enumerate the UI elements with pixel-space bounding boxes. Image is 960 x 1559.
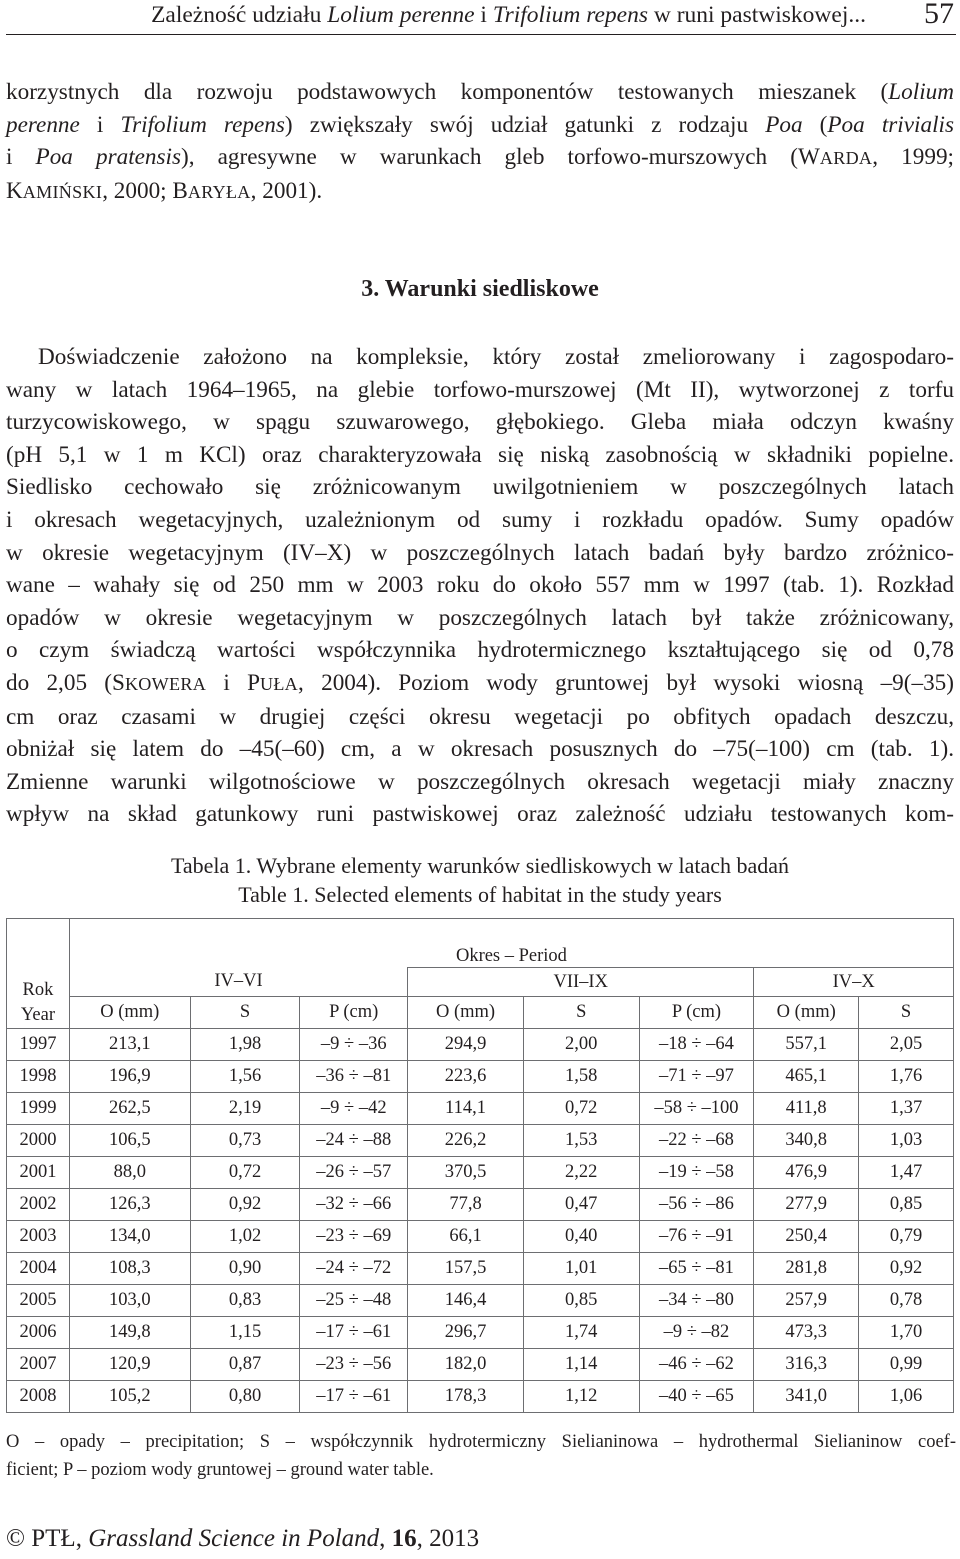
table-cell: –26 ÷ –57 <box>300 1157 408 1189</box>
table-cell: 476,9 <box>754 1157 859 1189</box>
table-row <box>7 1349 954 1381</box>
table-cell: 2,19 <box>190 1093 300 1125</box>
author-initial: K <box>6 177 23 204</box>
table-cell: 1,74 <box>523 1317 639 1349</box>
running-title-text: w runi pastwiskowej... <box>647 2 866 28</box>
table-cell: 146,4 <box>408 1285 524 1317</box>
species-name: Poa trivialis <box>827 111 954 138</box>
table-cell: –65 ÷ –81 <box>639 1253 754 1285</box>
text-run: , 2004). Poziom wody gruntowej był wysoki wiosną –9(–35) <box>298 669 954 696</box>
table-cell: 105,2 <box>69 1381 190 1413</box>
table-cell: –22 ÷ –68 <box>639 1125 754 1157</box>
table-cell: –34 ÷ –80 <box>639 1285 754 1317</box>
table-cell: –17 ÷ –61 <box>300 1381 408 1413</box>
table-cell: –40 ÷ –65 <box>639 1381 754 1413</box>
table-cell: 411,8 <box>754 1093 859 1125</box>
table-cell: 0,40 <box>523 1221 639 1253</box>
table-cell: 1,58 <box>523 1061 639 1093</box>
table-cell: 1,14 <box>523 1349 639 1381</box>
table-cell: –24 ÷ –88 <box>300 1125 408 1157</box>
table-cell: 281,8 <box>754 1253 859 1285</box>
period-header: IV–X <box>754 968 954 997</box>
text-run: i <box>79 111 121 138</box>
table-cell: 1,56 <box>190 1061 300 1093</box>
table-cell: 557,1 <box>754 1029 859 1061</box>
text-line: wane – wahały się od 250 mm w 2003 roku do około 557 mm w 1997 (tab. 1). Rozkład <box>6 572 954 599</box>
table-cell: –25 ÷ –48 <box>300 1285 408 1317</box>
species-name: Poa pratensis <box>35 144 182 171</box>
species-name: Lolium <box>888 79 954 105</box>
running-header <box>6 0 956 35</box>
table-cell: –76 ÷ –91 <box>639 1221 754 1253</box>
text-run: korzystnych dla rozwoju podstawowych komponentów testowanych mieszanek ( <box>6 79 889 105</box>
text-line <box>6 76 954 109</box>
paragraph-habitat <box>6 341 954 831</box>
text-line: turzycowiskowego, w spągu szuwarowego, głębokiego. Gleba miała odczyn kwaśny <box>6 409 954 436</box>
table-cell: 341,0 <box>754 1381 859 1413</box>
text-line: wany w latach 1964–1965, na glebie torfowo-murszowej (Mt II), wytworzonej z torfu <box>6 376 954 403</box>
table-cell: 134,0 <box>69 1221 190 1253</box>
author-smallcaps: AMIŃSKI <box>22 181 103 202</box>
table-cell: 0,85 <box>859 1189 954 1221</box>
journal-volume: 16 <box>391 1525 417 1552</box>
table-cell: 182,0 <box>408 1349 524 1381</box>
text-line: w okresie wegetacyjnym (IV–X) w poszczególnych latach badań były bardzo zróżnico- <box>6 539 954 566</box>
table-cell: 1,53 <box>523 1125 639 1157</box>
table-cell: 0,83 <box>190 1285 300 1317</box>
table-cell: –19 ÷ –58 <box>639 1157 754 1189</box>
year-label: Year <box>20 1005 55 1025</box>
table-cell: 226,2 <box>408 1125 524 1157</box>
period-header: VII–IX <box>408 968 754 997</box>
table-cell: –46 ÷ –62 <box>639 1349 754 1381</box>
text-line: wpływ na skład gatunkowy runi pastwiskowej oraz zależność udziału testowanych kom- <box>6 801 954 828</box>
table-cell: 0,79 <box>859 1221 954 1253</box>
column-subheader: P (cm) <box>300 997 408 1029</box>
species-name: perenne <box>6 111 80 138</box>
table-cell: 2,05 <box>859 1029 954 1061</box>
table-cell: –58 ÷ –100 <box>639 1093 754 1125</box>
period-group-header: Okres – Period <box>69 919 953 968</box>
table-cell: 213,1 <box>69 1029 190 1061</box>
table-cell: 178,3 <box>408 1381 524 1413</box>
text-line <box>6 175 954 209</box>
table-cell: –18 ÷ –64 <box>639 1029 754 1061</box>
table-cell: 465,1 <box>754 1061 859 1093</box>
table-cell: 108,3 <box>69 1253 190 1285</box>
journal-year: , 2013 <box>416 1525 480 1552</box>
table-cell: 250,4 <box>754 1221 859 1253</box>
table-cell: 294,9 <box>408 1029 524 1061</box>
table-cell: 296,7 <box>408 1317 524 1349</box>
table-footnote <box>6 1428 956 1484</box>
year-column-header <box>7 919 70 1029</box>
text-line: obniżał się latem do –45(–60) cm, a w okresach posusznych do –75(–100) cm (tab. 1). <box>6 736 954 763</box>
table-cell: 0,92 <box>190 1189 300 1221</box>
text-run: , 1999; <box>872 144 955 171</box>
running-title-species-1: Lolium perenne <box>327 2 475 28</box>
table-row <box>7 1125 954 1157</box>
author-initial: P <box>247 669 260 696</box>
table-cell: –23 ÷ –56 <box>300 1349 408 1381</box>
table-cell: 473,3 <box>754 1317 859 1349</box>
table-cell: –9 ÷ –36 <box>300 1029 408 1061</box>
author-smallcaps: ARYŁA <box>187 181 251 202</box>
author-smallcaps: UŁA <box>259 673 299 694</box>
text-line: Zmienne warunki wilgotnościowe w poszczególnych okresach wegetacji miały znaczny <box>6 768 954 795</box>
table-cell: –71 ÷ –97 <box>639 1061 754 1093</box>
table-cell: 0,72 <box>190 1157 300 1189</box>
species-name: Trifolium repens <box>120 111 285 138</box>
footnote-line: O – opady – precipitation; S – współczynnik hydrotermiczny Sielianinowa – hydrothermal Sielianinow coef- <box>6 1432 956 1452</box>
table-cell: –23 ÷ –69 <box>300 1221 408 1253</box>
column-subheader: S <box>523 997 639 1029</box>
table-row <box>7 1317 954 1349</box>
text-run: ( <box>802 111 828 138</box>
table-cell: 1,47 <box>859 1157 954 1189</box>
table-cell: 66,1 <box>408 1221 524 1253</box>
period-header: IV–VI <box>69 968 407 997</box>
table-row <box>7 1285 954 1317</box>
column-subheader: O (mm) <box>754 997 859 1029</box>
text-line: Siedlisko cechowało się zróżnicowanym uwilgotnieniem w poszczególnych latach <box>6 474 954 501</box>
table-cell: 370,5 <box>408 1157 524 1189</box>
table-cell: 114,1 <box>408 1093 524 1125</box>
author-smallcaps: KOWERA <box>124 673 207 694</box>
table-cell: 0,87 <box>190 1349 300 1381</box>
table-caption-en: Table 1. Selected elements of habitat in the study years <box>238 882 722 907</box>
table-cell: 1,03 <box>859 1125 954 1157</box>
table-row <box>7 1221 954 1253</box>
table-cell: 262,5 <box>69 1093 190 1125</box>
table-cell: 196,9 <box>69 1061 190 1093</box>
table-cell: 1,37 <box>859 1093 954 1125</box>
paragraph-intro <box>6 76 954 208</box>
table-cell: 1,12 <box>523 1381 639 1413</box>
year-cell: 2002 <box>7 1189 70 1221</box>
genus-name: Poa <box>765 111 803 138</box>
section-heading: 3. Warunki siedliskowe <box>361 276 599 302</box>
table-cell: 126,3 <box>69 1189 190 1221</box>
column-subheader: S <box>190 997 300 1029</box>
column-subheader: O (mm) <box>69 997 190 1029</box>
text-run: ) zwiększały swój udział gatunki z rodzaju <box>284 111 766 138</box>
table-cell: 88,0 <box>69 1157 190 1189</box>
table-row <box>7 1093 954 1125</box>
text-run: do 2,05 ( <box>6 669 113 696</box>
table-cell: 1,15 <box>190 1317 300 1349</box>
year-cell: 2005 <box>7 1285 70 1317</box>
table-cell: 1,76 <box>859 1061 954 1093</box>
table-cell: –56 ÷ –86 <box>639 1189 754 1221</box>
table-cell: 1,98 <box>190 1029 300 1061</box>
table-cell: 1,01 <box>523 1253 639 1285</box>
table-cell: 340,8 <box>754 1125 859 1157</box>
year-cell: 2006 <box>7 1317 70 1349</box>
table-cell: 149,8 <box>69 1317 190 1349</box>
table-row <box>7 1381 954 1413</box>
text-run: , 2001). <box>250 177 323 204</box>
author-smallcaps: ARDA <box>819 148 873 169</box>
table-cell: –17 ÷ –61 <box>300 1317 408 1349</box>
table-cell: 0,47 <box>523 1189 639 1221</box>
year-cell: 2003 <box>7 1221 70 1253</box>
table-cell: 0,99 <box>859 1349 954 1381</box>
year-cell: 2000 <box>7 1125 70 1157</box>
text-line: (pH 5,1 w 1 m KCl) oraz charakteryzowała się niską zasobnością w składniki popielne. <box>6 441 954 468</box>
copyright-text: © PTŁ, <box>6 1525 89 1552</box>
table-caption-pl: Tabela 1. Wybrane elementy warunków siedliskowych w latach badań <box>170 853 790 878</box>
footnote-line: ficient; P – poziom wody gruntowej – ground water table. <box>6 1460 434 1480</box>
table-cell: 106,5 <box>69 1125 190 1157</box>
table-cell: –9 ÷ –82 <box>639 1317 754 1349</box>
running-title-text: Zależność udziału <box>151 2 328 28</box>
text-line: o czym świadczą wartości współczynnika hydrotermicznego kształtującego się od 0,78 <box>6 637 954 664</box>
text-run: ), agresywne w warunkach gleb torfowo-murszowych ( <box>181 144 798 171</box>
table-row <box>7 1189 954 1221</box>
rok-label: Rok <box>22 980 54 1000</box>
table-cell: 1,70 <box>859 1317 954 1349</box>
running-title-text: i <box>474 2 493 28</box>
table-row <box>7 1029 954 1061</box>
table-cell: 0,90 <box>190 1253 300 1285</box>
year-cell: 2004 <box>7 1253 70 1285</box>
table-cell: 120,9 <box>69 1349 190 1381</box>
text-line <box>6 667 954 701</box>
table-cell: 103,0 <box>69 1285 190 1317</box>
table-cell: –36 ÷ –81 <box>300 1061 408 1093</box>
year-cell: 2001 <box>7 1157 70 1189</box>
running-title <box>151 2 866 29</box>
text-line <box>6 109 954 142</box>
table-cell: 1,02 <box>190 1221 300 1253</box>
text-line <box>6 141 954 175</box>
table-row <box>7 1253 954 1285</box>
table-cell: 0,78 <box>859 1285 954 1317</box>
journal-name: Grassland Science in Poland <box>88 1525 380 1552</box>
year-cell: 1997 <box>7 1029 70 1061</box>
column-subheader: P (cm) <box>639 997 754 1029</box>
text-run: i <box>206 669 248 696</box>
column-subheader: S <box>859 997 954 1029</box>
year-cell: 2007 <box>7 1349 70 1381</box>
table-cell: 157,5 <box>408 1253 524 1285</box>
table-row <box>7 1157 954 1189</box>
text-line: i okresach wegetacyjnych, uzależnionym od sumy i rozkładu opadów. Sumy opadów <box>6 506 954 533</box>
table-cell: 2,00 <box>523 1029 639 1061</box>
column-subheader: O (mm) <box>408 997 524 1029</box>
table-cell: –9 ÷ –42 <box>300 1093 408 1125</box>
table-cell: 0,92 <box>859 1253 954 1285</box>
table-cell: 77,8 <box>408 1189 524 1221</box>
separator-text: , <box>379 1525 392 1552</box>
text-line: opadów w okresie wegetacyjnym w poszczególnych latach był także zróżnicowany, <box>6 604 954 631</box>
table-cell: 2,22 <box>523 1157 639 1189</box>
text-run: i <box>6 144 36 171</box>
table-cell: 316,3 <box>754 1349 859 1381</box>
table-cell: –24 ÷ –72 <box>300 1253 408 1285</box>
table-cell: 257,9 <box>754 1285 859 1317</box>
text-line: cm oraz czasami w drugiej części okresu wegetacji po obfitych opadach deszczu, <box>6 703 954 730</box>
author-initial: W <box>797 144 820 171</box>
author-initial: S <box>112 669 125 696</box>
year-cell: 1998 <box>7 1061 70 1093</box>
year-cell: 1999 <box>7 1093 70 1125</box>
text-line: Doświadczenie założono na kompleksie, który został zmeliorowany i zagospodaro- <box>38 344 954 370</box>
page-number: 57 <box>924 0 954 30</box>
table-cell: 223,6 <box>408 1061 524 1093</box>
table-cell: 0,80 <box>190 1381 300 1413</box>
table-cell: 1,06 <box>859 1381 954 1413</box>
table-cell: 0,72 <box>523 1093 639 1125</box>
table-cell: 0,85 <box>523 1285 639 1317</box>
table-row <box>7 1061 954 1093</box>
table-cell: 277,9 <box>754 1189 859 1221</box>
table-cell: 0,73 <box>190 1125 300 1157</box>
journal-footer <box>6 1525 479 1553</box>
text-run: , 2000; <box>102 177 173 204</box>
habitat-table <box>6 918 954 1413</box>
running-title-species-2: Trifolium repens <box>492 2 648 28</box>
table-cell: –32 ÷ –66 <box>300 1189 408 1221</box>
year-cell: 2008 <box>7 1381 70 1413</box>
author-initial: B <box>172 177 188 204</box>
